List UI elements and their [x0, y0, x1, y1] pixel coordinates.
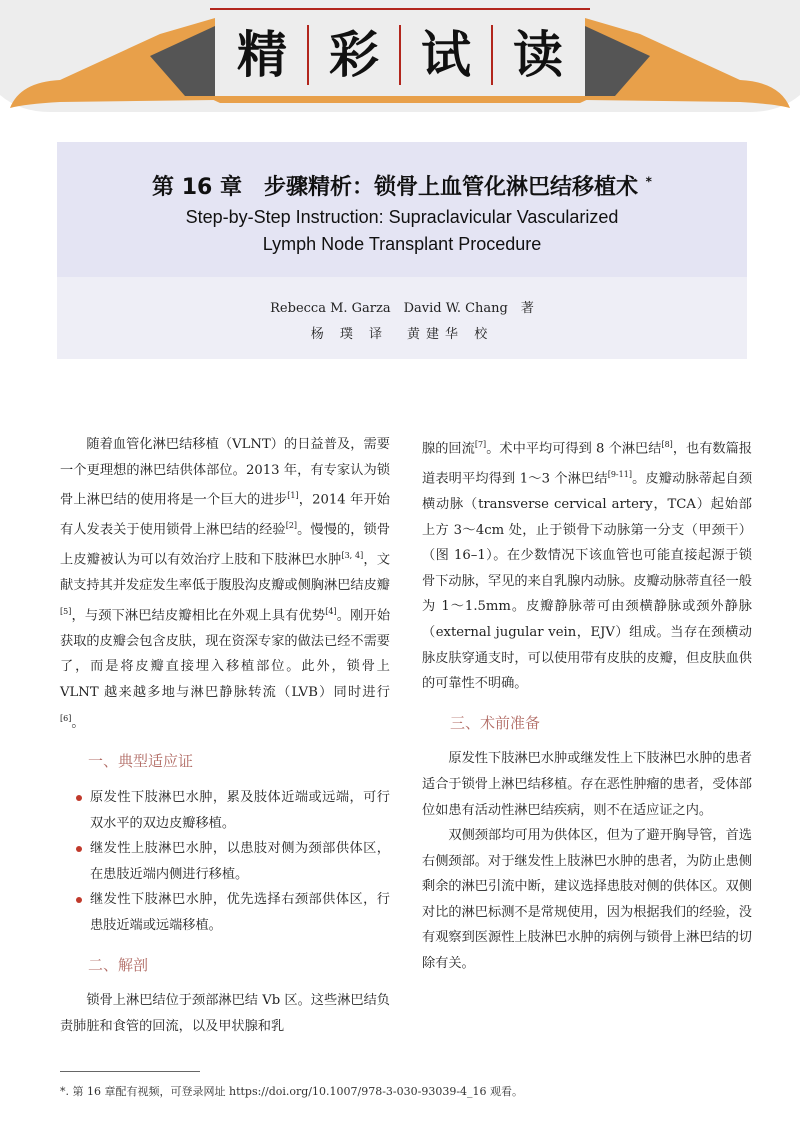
- chapter-header: [57, 142, 747, 277]
- list-item: 继发性下肢淋巴水肿，优先选择右颈部供体区，行患肢近端或远端移植。: [60, 887, 390, 938]
- citation: [5]: [60, 606, 72, 616]
- list-item: 原发性下肢淋巴水肿，累及肢体近端或远端，可行双水平的双边皮瓣移植。: [60, 785, 390, 836]
- preop-paragraph: 双侧颈部均可用为供体区，但为了避开胸导管，首选右侧颈部。对于继发性上肢淋巴水肿的患者，为防止患侧剩余的淋巴引流中断，建议选择患肢对侧的供体区。双侧对比的淋巴标测不是常规使用，因为根据我们的经验，没有观察到医源性上肢淋巴水肿的病例与锁骨上淋巴结的切除有关。: [422, 828, 752, 972]
- preop-paragraph: 原发性下肢淋巴水肿或继发性上下肢淋巴水肿的患者适合于锁骨上淋巴结移植。存在恶性肿瘤的患者，受体部位如患有活动性淋巴结疾病，则不在适应证之内。: [422, 751, 752, 818]
- banner-char: 彩: [309, 25, 401, 85]
- section-heading: 二、解剖: [88, 955, 149, 974]
- banner-char: 读: [513, 26, 563, 84]
- right-column: [422, 432, 752, 977]
- section-heading: 一、典型适应证: [88, 752, 194, 771]
- indication-list: [60, 785, 390, 939]
- translators: 杨 璞 译 黄建华 校: [310, 327, 494, 342]
- chapter-title: 第 16 章 步骤精析：锁骨上血管化淋巴结移植术 *: [152, 174, 652, 200]
- left-column: [60, 432, 390, 1039]
- citation: [9-11]: [607, 469, 632, 479]
- chapter-title-english: Step-by-Step Instruction: Supraclavicular Vascularized Lymph Node Transplant Procedure: [185, 207, 619, 254]
- banner-title: [210, 22, 590, 88]
- citation: [3, 4]: [341, 551, 364, 561]
- trial-read-banner: [0, 0, 800, 118]
- footnote: *. 第 16 章配有视频，可登录网址 https://doi.org/10.1007/978-3-030-93039-4_16 观看。: [60, 1085, 524, 1098]
- chapter-credits: [57, 277, 747, 359]
- citation: [8]: [661, 440, 673, 449]
- anatomy-paragraph: 锁骨上淋巴结位于颈部淋巴结 Vb 区。这些淋巴结负责肺脏和食管的回流，以及甲状腺和乳: [60, 993, 390, 1034]
- authors: Rebecca M. Garza David W. Chang 著: [270, 301, 534, 316]
- footnote-rule: [60, 1071, 200, 1072]
- anatomy-continued-paragraph: 腺的回流[7]。术中平均可得到 8 个淋巴结[8]，也有数篇报道表明平均得到 1～3 个淋巴结[9-11]。皮瓣动脉蒂起自颈横动脉（transverse cervical artery，TCA）起始部上方 3～4cm 处，止于锁骨下动脉第一分支（甲颈干）（图 16–1）。在少数情况下该血管也可能直接起源于锁骨下动脉，罕见的来自乳腺内动脉。皮瓣动脉蒂直径一般为 1～1.5mm。皮瓣静脉蒂可由颈横静脉或颈外静脉（external jugular vein，EJV）组成。当存在颈横动脉皮肤穿通支时，可以使用带有皮肤的皮瓣，但皮肤血供的可靠性不明确。: [422, 440, 753, 692]
- citation: [6]: [60, 713, 72, 723]
- banner-char: 试: [401, 25, 493, 85]
- citation: [2]: [285, 521, 298, 531]
- citation: [4]: [325, 606, 337, 616]
- intro-paragraph: 随着血管化淋巴结移植（VLNT）的日益普及，需要一个更理想的淋巴结供体部位。2013 年，有专家认为锁骨上淋巴结的使用将是一个巨大的进步[1]，2014 年开始有人发表关于使用锁骨上淋巴结的经验[2]。慢慢的，锁骨上皮瓣被认为可以有效治疗上肢和下肢淋巴水肿[3, 4]，文献支持其并发症发生率低于腹股沟皮瓣或侧胸淋巴结皮瓣[5]，与颈下淋巴结皮瓣相比在外观上具有优势[4]。刚开始获取的皮瓣会包含皮肤，现在资深专家的做法已经不需要了，而是将皮瓣直接埋入移植部位。此外，锁骨上 VLNT 越来越多地与淋巴静脉转流（LVB）同时进行[6]。: [60, 437, 391, 730]
- section-heading: 三、术前准备: [450, 713, 541, 732]
- banner-char: 精: [217, 25, 309, 85]
- citation: [1]: [287, 491, 299, 501]
- citation: [7]: [474, 440, 487, 449]
- list-item: 继发性上肢淋巴水肿，以患肢对侧为颈部供体区，在患肢近端内侧进行移植。: [60, 836, 390, 887]
